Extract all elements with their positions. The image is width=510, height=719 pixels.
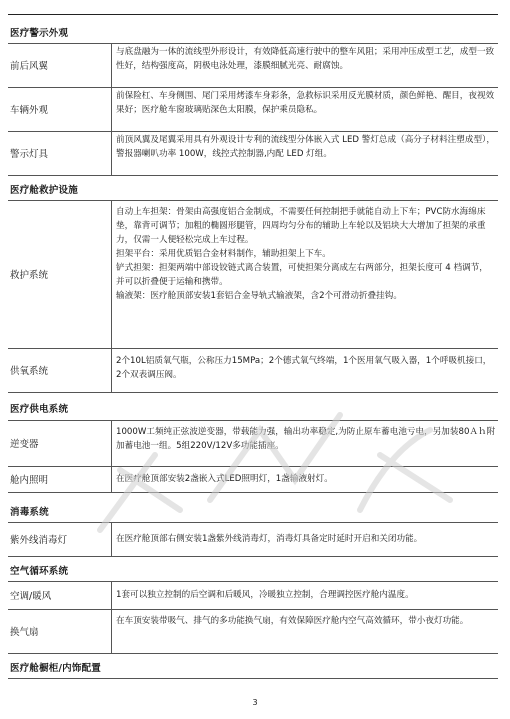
section-title: 医疗舱橱柜/内饰配置 bbox=[10, 663, 101, 674]
table-row bbox=[8, 348, 498, 392]
row-text: 在车顶安装带吸气、排气的多功能换气扇，有效保障医疗舱内空气高效循环，带小夜灯功能。 bbox=[116, 616, 469, 626]
table-row bbox=[8, 131, 498, 175]
column-divider bbox=[111, 581, 112, 653]
column-divider bbox=[111, 522, 112, 556]
row-text: 在医疗舱顶部安装2盏嵌入式LED照明灯，1盏输液射灯。 bbox=[116, 474, 333, 484]
row-label: 警示灯具 bbox=[10, 149, 49, 160]
table-row bbox=[8, 609, 498, 653]
section-title: 消毒系统 bbox=[10, 507, 49, 518]
row-label: 前后风翼 bbox=[10, 61, 49, 72]
row-text: 1套可以独立控制的后空调和后暖风，冷暖独立控制，合理调控医疗舱内温度。 bbox=[116, 590, 414, 600]
table-row bbox=[8, 43, 498, 87]
row-label: 供氧系统 bbox=[10, 366, 49, 377]
text-line: 铲式担架：担架两端中部设铰链式离合装置，可使担架分离成左右两部分，担架长度可 4 档调节，并可以折叠便于运输和携带。 bbox=[116, 263, 488, 287]
divider bbox=[8, 678, 498, 679]
column-divider bbox=[111, 43, 112, 175]
row-text: 1000W工频纯正弦波逆变器，带载能力强，输出功率稳定,为防止原车蓄电池亏电，另加装80Ａｈ附加蓄电池一组。5组220V/12V多功能插座。 bbox=[116, 427, 496, 451]
top-rule bbox=[8, 14, 498, 15]
row-label: 空调/暖风 bbox=[10, 591, 52, 602]
page-number: 3 bbox=[252, 698, 258, 707]
divider bbox=[8, 392, 498, 393]
section-title: 医疗供电系统 bbox=[10, 404, 69, 415]
text-line: 输液架：医疗舱顶部安装1套铝合金导轨式输液架，含2个可滑动折叠挂钩。 bbox=[116, 291, 402, 301]
row-label: 车辆外观 bbox=[10, 105, 49, 116]
section-title: 空气循环系统 bbox=[10, 566, 69, 577]
divider bbox=[8, 492, 498, 493]
row-text: 2个10L铝质氧气瓶，公称压力15MPa；2个德式氧气终端，1个医用氧气吸入器，1个呼吸机接口，2个双表调压阀。 bbox=[116, 356, 492, 380]
row-label: 紫外线消毒灯 bbox=[10, 535, 68, 546]
table-row bbox=[8, 466, 498, 492]
row-label: 救护系统 bbox=[10, 270, 49, 281]
column-divider bbox=[111, 420, 112, 492]
table-row bbox=[8, 581, 498, 609]
section-title: 医疗舱救护设施 bbox=[10, 185, 78, 196]
row-text: 前顶风翼及尾翼采用具有外观设计专利的流线型分体嵌入式 LED 警灯总成（高分子材料注塑成型），警报器喇叭功率 100W，线控式控制器,内配 LED 灯组。 bbox=[116, 135, 495, 159]
text-line: 担架平台：采用优质铝合金材料制作，辅助担架上下车。 bbox=[116, 249, 331, 259]
row-text: 与底盘融为一体的流线型外形设计，有效降低高速行驶中的整车风阻；采用冲压成型工艺，成型一致性好，结构强度高，阴极电泳处理，漆膜细腻光亮、耐腐蚀。 bbox=[116, 47, 495, 71]
section-title: 医疗警示外观 bbox=[10, 28, 69, 39]
table-row bbox=[8, 522, 498, 556]
divider bbox=[8, 653, 498, 654]
row-label: 换气扇 bbox=[10, 627, 39, 638]
row-text: 前保险杠、车身侧围、尾门采用烤漆车身彩条，急救标识采用反光膜材质，颜色鲜艳、醒目，夜视效果好；医疗舱车窗玻璃贴深色太阳膜，保护乘员隐私。 bbox=[116, 91, 495, 115]
row-text bbox=[116, 205, 496, 303]
text-line: 自动上车担架：骨架由高强度铝合金制成，不需要任何控制把手就能自动上下车；PVC防水海绵床垫，靠背可调节；加粗的椭圆形腿管，四周均匀分布的辅助上车轮以及铝块大大增加了担架的承重力，仅需一人便轻松完成上车过程。 bbox=[116, 207, 486, 245]
table-row bbox=[8, 200, 498, 348]
table-row bbox=[8, 87, 498, 131]
divider bbox=[8, 175, 498, 176]
table-row bbox=[8, 420, 498, 466]
row-label: 舱内照明 bbox=[10, 475, 49, 486]
divider bbox=[8, 556, 498, 557]
row-label: 逆变器 bbox=[10, 439, 39, 450]
row-text: 在医疗舱顶部右侧安装1盏紫外线消毒灯，消毒灯具备定时延时开启和关闭功能。 bbox=[116, 534, 423, 544]
column-divider bbox=[111, 200, 112, 392]
